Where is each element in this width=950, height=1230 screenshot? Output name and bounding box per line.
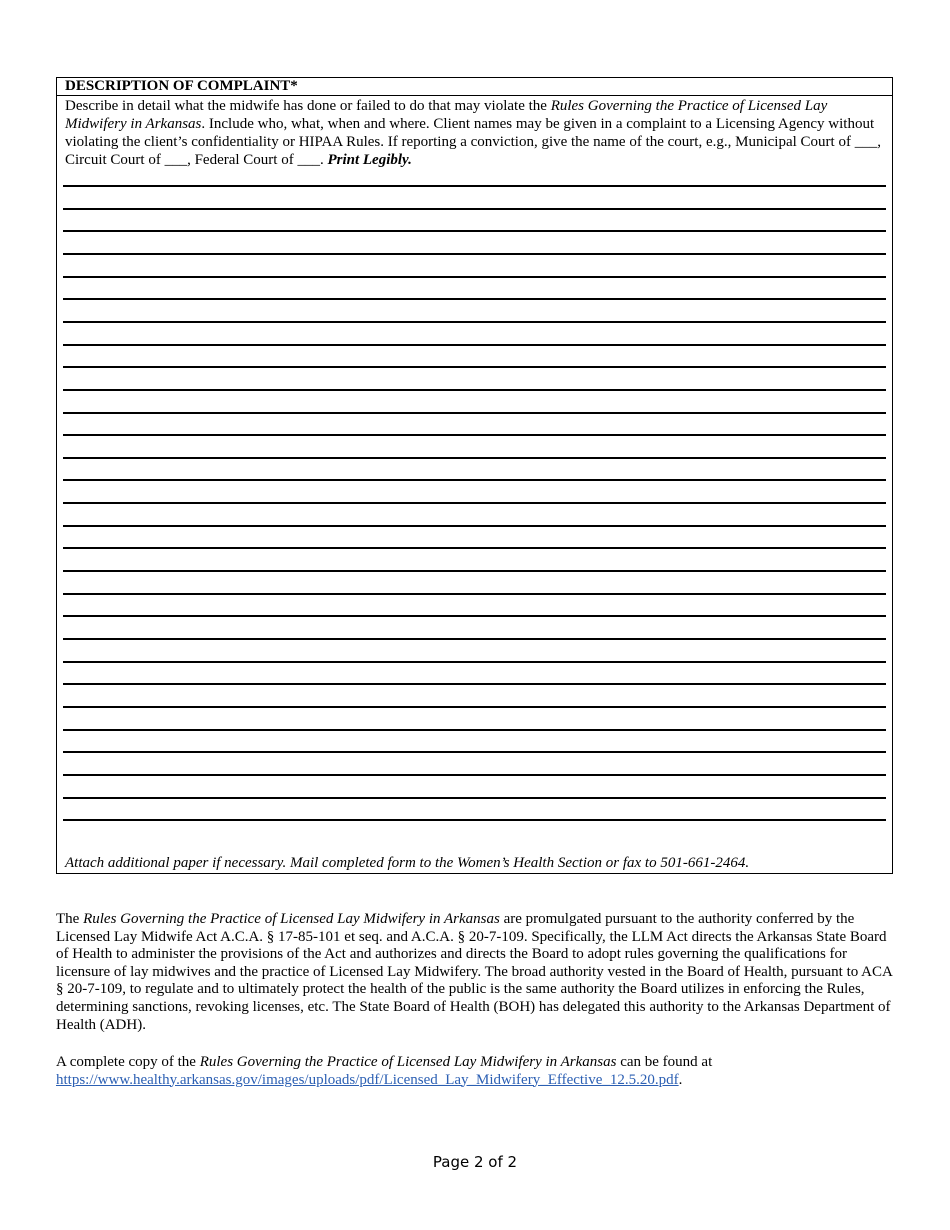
writing-line xyxy=(63,208,886,210)
writing-line xyxy=(63,593,886,595)
page-number: Page 2 of 2 xyxy=(432,1153,518,1171)
writing-line xyxy=(63,434,886,436)
writing-line xyxy=(63,797,886,799)
writing-line xyxy=(63,729,886,731)
writing-line xyxy=(63,457,886,459)
writing-line xyxy=(63,366,886,368)
writing-line xyxy=(63,276,886,278)
rules-pdf-link[interactable]: https://www.healthy.arkansas.gov/images/uploads/pdf/Licensed_Lay_Midwifery_Effective_12.5.20.pdf xyxy=(56,1071,679,1088)
writing-line xyxy=(63,298,886,300)
rules-copy-paragraph: A complete copy of the Rules Governing the Practice of Licensed Lay Midwifery in Arkansas can be found at https://www.healthy.arkansas.gov/images/uploads/pdf/Licensed_Lay_Midwifery_Effective_12.5.20.pdf. xyxy=(56,1054,713,1088)
writing-line xyxy=(63,344,886,346)
writing-line xyxy=(63,479,886,481)
writing-line xyxy=(63,253,886,255)
complaint-header: DESCRIPTION OF COMPLAINT* xyxy=(57,78,892,96)
writing-line xyxy=(63,502,886,504)
complaint-footer-note: Attach additional paper if necessary. Mail completed form to the Women’s Health Section or fax to 501-661-2464. xyxy=(65,855,750,871)
writing-line xyxy=(63,638,886,640)
writing-line xyxy=(63,389,886,391)
writing-line xyxy=(63,321,886,323)
writing-line xyxy=(63,230,886,232)
writing-line xyxy=(63,185,886,187)
writing-line xyxy=(63,774,886,776)
complaint-section xyxy=(56,77,893,874)
writing-line xyxy=(63,751,886,753)
writing-line xyxy=(63,412,886,414)
writing-line xyxy=(63,683,886,685)
writing-line xyxy=(63,570,886,572)
writing-lines-area[interactable] xyxy=(63,185,886,845)
writing-line xyxy=(63,819,886,821)
writing-line xyxy=(63,547,886,549)
complaint-instructions: Describe in detail what the midwife has done or failed to do that may violate the Rules Governing the Practice of Licensed Lay Midwifery in Arkansas. Include who, what, when and where. Client names may be given in a complaint to a Licensing Agency without violating the client’s confidentiality or HIPAA Rules. If reporting a conviction, give the name of the court, e.g., Municipal Court of ___, Circuit Court of ___, Federal Court of ___. Print Legibly. xyxy=(65,98,881,168)
writing-line xyxy=(63,706,886,708)
writing-line xyxy=(63,525,886,527)
writing-line xyxy=(63,615,886,617)
writing-line xyxy=(63,661,886,663)
authority-paragraph: The Rules Governing the Practice of Licensed Lay Midwifery in Arkansas are promulgated pursuant to the authority conferred by the Licensed Lay Midwife Act A.C.A. § 17-85-101 et seq. and A.C.A. § 20-7-109. Specifically, the LLM Act directs the Arkansas State Board of Health to administer the provisions of the Act and authorizes and directs the Board to adopt rules governing the qualifications for licensure of lay midwives and the practice of Licensed Lay Midwifery. The broad authority vested in the Board of Health, pursuant to ACA § 20-7-109, to regulate and to ultimately protect the health of the public is the same authority the Board utilizes in enforcing the Rules, determining sanctions, revoking licenses, etc. The State Board of Health (BOH) has delegated this authority to the Arkansas Department of Health (ADH). xyxy=(56,911,893,1033)
